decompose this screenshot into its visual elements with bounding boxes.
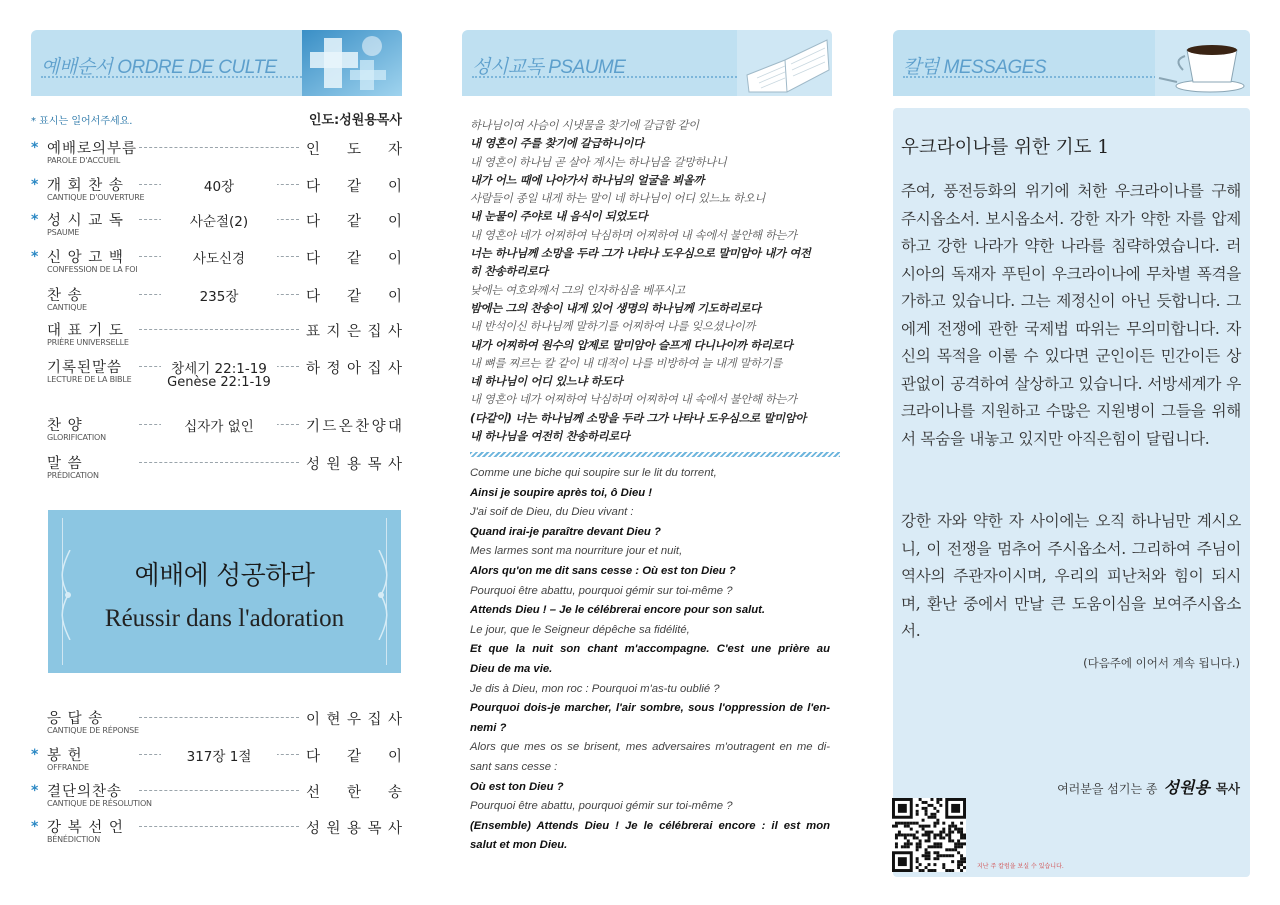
- person-char: 자: [387, 142, 402, 158]
- person-char: 이: [387, 214, 402, 230]
- psalm-korean-line: 내 뼈를 찌르는 칼 같이 내 대적이 나를 비방하여 늘 내게 말하기를: [470, 356, 783, 370]
- order-item-value: 사순절(2): [161, 210, 277, 230]
- order-item-value: 40장: [161, 175, 277, 195]
- psalm-korean-line: 내가 어느 때에 나아가서 하나님의 얼굴을 뵈올까: [470, 173, 705, 187]
- order-item-korean: 대 표 기 도: [47, 323, 124, 339]
- order-item-value: 창세기 22:1-19: [161, 357, 277, 377]
- person-char: 정: [326, 361, 341, 377]
- person-char: 다: [306, 214, 321, 230]
- coffee-cup-icon: [1155, 30, 1250, 96]
- order-item-korean: 성 시 교 독: [47, 213, 124, 229]
- person-char: 같: [346, 214, 361, 230]
- order-item-french: CANTIQUE DE RÉSOLUTION: [47, 799, 152, 808]
- psalm-header: [462, 30, 832, 96]
- person-char: 원: [326, 457, 341, 473]
- order-item: [31, 452, 402, 486]
- order-item-korean: 응 답 송: [47, 711, 104, 727]
- order-item: [31, 246, 402, 280]
- psalm-french-line: Ainsi je soupire après toi, ô Dieu !: [470, 486, 653, 499]
- sermon-banner: [48, 510, 401, 673]
- psalm-french-line: Dieu de ma vie.: [470, 662, 553, 675]
- person-char: 송: [387, 785, 402, 801]
- psalm-korean-line: 내 영혼이 주를 찾기에 갈급하니이다: [470, 137, 644, 151]
- signature-name: 성원용: [1163, 778, 1210, 797]
- psalm-french-line: J'ai soif de Dieu, du Dieu vivant :: [470, 506, 634, 519]
- person-char: 이: [387, 251, 402, 267]
- psalm-french-line: (Ensemble) Attends Dieu ! Je le célébrerai encore : il est mon: [470, 819, 830, 832]
- order-item: [31, 414, 402, 448]
- order-item: [31, 356, 402, 390]
- order-item-person: [306, 745, 402, 766]
- psalm-separator: [470, 452, 840, 457]
- person-char: 도: [346, 142, 361, 158]
- order-item-korean: 개 회 찬 송: [47, 178, 124, 194]
- order-item-korean: 찬 송: [47, 288, 83, 304]
- leader-dashes: [139, 462, 299, 463]
- psalm-french: [470, 464, 830, 856]
- person-char: 은: [346, 324, 361, 340]
- psalm-french-line: salut et mon Dieu.: [470, 839, 568, 852]
- signature-prefix: 여러분을 섬기는 종: [1057, 782, 1158, 796]
- person-char: 양: [371, 419, 386, 435]
- psalm-korean-line: 내 영혼이 하나님 곧 살아 계시는 하나님을 갈망하나니: [470, 155, 727, 169]
- service-leader: 인도:성원용목사: [308, 113, 402, 128]
- psalm-french-line: Je dis à Dieu, mon roc : Pourquoi m'as-tu oublié ?: [470, 682, 720, 695]
- person-char: 집: [367, 712, 382, 728]
- psalm-french-line: Alors que mes os se brisent, mes adversaires m'outragent en me di-: [470, 741, 830, 754]
- order-item: [31, 137, 402, 171]
- psalm-korean-line: 내 영혼아 네가 어찌하여 낙심하며 어찌하여 내 속에서 불안해 하는가: [470, 228, 797, 242]
- psalm-korean-line: 내 반석이신 하나님께 말하기를 어찌하여 나를 잊으셨나이까: [470, 320, 756, 334]
- stand-marker: *: [31, 747, 39, 763]
- order-item-person: [306, 415, 402, 436]
- person-char: 표: [306, 324, 321, 340]
- order-item-french: LECTURE DE LA BIBLE: [47, 375, 132, 384]
- psalm-french-line: Quand irai-je paraître devant Dieu ?: [470, 525, 661, 538]
- person-char: 다: [306, 289, 321, 305]
- order-item-person: [306, 247, 402, 268]
- order-item-korean: 기록된말씀: [47, 360, 123, 376]
- order-item-person: [306, 210, 402, 231]
- psalm-french-line: Comme une biche qui soupire sur le lit du torrent,: [470, 467, 717, 479]
- psalm-french-line: Pourquoi être abattu, pourquoi gémir sur toi-même ?: [470, 800, 733, 813]
- person-char: 우: [346, 712, 361, 728]
- stand-marker: *: [31, 212, 39, 228]
- psalm-korean-line: 너는 하나님께 소망을 두라 그가 나타나 도우심으로 말미암아 내가 여전: [470, 247, 811, 261]
- order-item: [31, 707, 402, 741]
- psalm-french-line: sant sans cesse :: [470, 760, 558, 773]
- psalm-korean-line: 사람들이 종일 내게 하는 말이 네 하나님이 어디 있느뇨 하오니: [470, 192, 765, 206]
- order-item: [31, 284, 402, 318]
- order-item-person: [306, 320, 402, 341]
- person-char: 이: [306, 712, 321, 728]
- signature: [1057, 775, 1240, 798]
- header-divider: [903, 76, 1163, 78]
- order-item-french: PSAUME: [47, 228, 80, 237]
- cross-window-icon: [302, 30, 402, 96]
- stand-marker: *: [31, 177, 39, 193]
- order-item-french: CONFESSION DE LA FOI: [47, 265, 138, 274]
- standing-note: * 표시는 일어서주세요.: [31, 116, 133, 127]
- order-item-korean: 강 복 선 언: [47, 820, 124, 836]
- qr-note: 지난 주 칼럼을 보실 수 있습니다.: [977, 863, 1064, 870]
- psalm-korean-line: 하나님이여 사슴이 시냇물을 찾기에 갈급함 같이: [470, 119, 699, 132]
- psalm-korean-line: (다같이) 너는 하나님께 소망을 두라 그가 나타나 도우심으로 말미암아: [470, 411, 806, 425]
- person-char: 사: [387, 361, 402, 377]
- order-item-person: [306, 817, 402, 838]
- psalm-korean-line: 히 찬송하리로다: [470, 265, 548, 279]
- person-char: 원: [326, 821, 341, 837]
- person-char: 아: [346, 361, 361, 377]
- order-item-value-french: Genèse 22:1-19: [167, 375, 271, 390]
- sermon-title: 예배에 성공하라: [134, 561, 315, 591]
- person-char: 다: [306, 749, 321, 765]
- order-item-french: CANTIQUE: [47, 303, 87, 312]
- order-item-french: OFFRANDE: [47, 763, 89, 772]
- person-char: 이: [387, 749, 402, 765]
- message-paragraph-2: 강한 자와 약한 자 사이에는 오직 하나님만 계시오니, 이 전쟁을 멈추어 주시옵소서. 그리하여 주님이 역사의 주관자이시며, 우리의 피난처와 힘이 되시며, 환난 중에서 만날 큰 도움이심을 보여주시옵소서.: [901, 512, 1241, 640]
- order-item-person: [306, 285, 402, 306]
- psalm-korean-line: 내 하나님을 여전히 찬송하리로다: [470, 430, 630, 444]
- person-char: 선: [306, 785, 321, 801]
- order-item-french: BÉNÉDICTION: [47, 835, 101, 844]
- psalm-french-line: Mes larmes sont ma nourriture jour et nuit,: [470, 545, 683, 558]
- order-item-french: PRÉDICATION: [47, 471, 99, 480]
- psalm-title: 성시교독 PSAUME: [472, 57, 626, 78]
- person-char: 다: [306, 179, 321, 195]
- order-item: [31, 816, 402, 850]
- stand-marker: *: [31, 783, 39, 799]
- order-item: [31, 780, 402, 814]
- psalm-korean-line: 내 영혼아 네가 어찌하여 낙심하며 어찌하여 내 속에서 불안해 하는가: [470, 393, 797, 407]
- order-item-person: [306, 781, 402, 802]
- order-item: [31, 209, 402, 243]
- person-char: 같: [346, 749, 361, 765]
- order-item-french: GLORIFICATION: [47, 433, 106, 442]
- psalm-korean: [470, 117, 835, 446]
- order-item-korean: 찬 양: [47, 418, 83, 434]
- header-divider: [472, 76, 752, 78]
- order-item-person: [306, 453, 402, 474]
- order-item-value: 317장 1절: [161, 745, 277, 765]
- person-char: 목: [367, 457, 382, 473]
- person-char: 온: [338, 419, 353, 435]
- order-item-korean: 말 씀: [47, 456, 83, 472]
- order-item-value: 235장: [161, 285, 277, 305]
- person-char: 다: [306, 251, 321, 267]
- order-item-person: [306, 175, 402, 196]
- continued-note: (다음주에 이어서 계속 됩니다.): [1083, 656, 1240, 670]
- messages-header: [893, 30, 1250, 96]
- person-char: 사: [387, 324, 402, 340]
- person-char: 현: [326, 712, 341, 728]
- stand-marker: *: [31, 140, 39, 156]
- leader-dashes: [139, 147, 299, 148]
- open-book-icon: [737, 30, 832, 96]
- header-divider: [41, 76, 321, 78]
- person-char: 집: [367, 361, 382, 377]
- psalm-korean-line: 내 눈물이 주야로 내 음식이 되었도다: [470, 210, 648, 224]
- person-char: 집: [367, 324, 382, 340]
- psalm-korean-line: 밤에는 그의 찬송이 내게 있어 생명의 하나님께 기도하리로다: [470, 301, 761, 315]
- order-item: [31, 744, 402, 778]
- person-char: 성: [306, 821, 321, 837]
- psalm-french-line: nemi ?: [470, 721, 507, 734]
- message-title: 우크라이나를 위한 기도 1: [901, 137, 1110, 158]
- worship-order-header: [31, 30, 402, 96]
- psalm-korean-line: 낮에는 여호와께서 그의 인자하심을 베푸시고: [470, 283, 685, 297]
- person-char: 성: [306, 457, 321, 473]
- psalm-french-line: Le jour, que le Seigneur dépêche sa fidélité,: [470, 623, 690, 636]
- person-char: 사: [387, 821, 402, 837]
- order-item-korean: 결단의찬송: [47, 784, 123, 800]
- psalm-french-line: Alors qu'on me dit sans cesse : Où est ton Dieu ?: [470, 564, 736, 577]
- person-char: 같: [346, 179, 361, 195]
- messages-title: 칼럼 MESSAGES: [903, 57, 1047, 78]
- stand-marker: *: [31, 819, 39, 835]
- person-char: 대: [387, 419, 402, 435]
- leader-dashes: [139, 717, 299, 718]
- psalm-korean-line: 네 하나님이 어디 있느냐 하도다: [470, 375, 623, 389]
- person-char: 한: [346, 785, 361, 801]
- order-item: [31, 319, 402, 353]
- person-char: 용: [346, 457, 361, 473]
- person-char: 찬: [355, 419, 370, 435]
- person-char: 용: [346, 821, 361, 837]
- message-paragraph-1: 주여, 풍전등화의 위기에 처한 우크라이나를 구해 주시옵소서. 보시옵소서. 강한 자가 약한 자를 압제하고 강한 나라가 약한 나라를 침략하였습니다. 러시아의 독재자 푸틴이 우크라이나에 무차별 폭격을 가하고 있습니다. 그는 제정신이 아닌 듯합니다. 그에게 전쟁에 관한 국제법 따위는 무의미합니다. 자신의 목적을 이룰 수 있다면 군인이든 민간이든 상관없이 공격하여 살상하고 있습니다. 서방세계가 우크라이나를 지원하고 수많은 지원병이 그들을 위해서 목숨을 내놓고 있지만 아직은힘이 달립니다.: [901, 182, 1241, 448]
- person-char: 드: [322, 419, 337, 435]
- order-item-person: [306, 357, 402, 378]
- order-item-value: 사도신경: [161, 247, 277, 267]
- order-item-french: CANTIQUE D'OUVERTURE: [47, 193, 145, 202]
- leader-dashes: [139, 329, 299, 330]
- stand-marker: *: [31, 249, 39, 265]
- person-char: 지: [326, 324, 341, 340]
- person-char: 이: [387, 289, 402, 305]
- order-item-person: [306, 708, 402, 729]
- person-char: 기: [306, 419, 321, 435]
- psalm-french-line: Attends Dieu ! – Je le célébrerai encore pour son salut.: [470, 604, 766, 617]
- person-char: 인: [306, 142, 321, 158]
- leader-dashes: [139, 826, 299, 827]
- order-item-french: PAROLE D'ACCUEIL: [47, 156, 121, 165]
- psalm-korean-line: 내가 어찌하여 원수의 압제로 말미암아 슬프게 다니나이까 하리로다: [470, 338, 793, 352]
- person-char: 사: [387, 712, 402, 728]
- psalm-french-line: Et que la nuit son chant m'accompagne. C'est une prière au: [470, 643, 830, 656]
- person-char: 사: [387, 457, 402, 473]
- order-item-person: [306, 138, 402, 159]
- qr-code-icon[interactable]: [892, 798, 966, 872]
- sermon-subtitle: Réussir dans l'adoration: [104, 605, 345, 632]
- person-char: 하: [306, 361, 321, 377]
- person-char: 같: [346, 289, 361, 305]
- order-item-korean: 신 앙 고 백: [47, 250, 124, 266]
- person-char: 목: [367, 821, 382, 837]
- person-char: 같: [346, 251, 361, 267]
- order-item-korean: 예배로의부름: [47, 141, 138, 157]
- psalm-french-line: Pourquoi être abattu, pourquoi gémir sur toi-même ?: [470, 584, 733, 597]
- person-char: 이: [387, 179, 402, 195]
- order-item-korean: 봉 헌: [47, 748, 83, 764]
- order-item: [31, 174, 402, 208]
- worship-order-title: 예배순서 ORDRE DE CULTE: [41, 57, 277, 78]
- order-item-french: CANTIQUE DE RÉPONSE: [47, 726, 139, 735]
- psalm-french-line: Où est ton Dieu ?: [470, 780, 564, 793]
- order-item-french: PRIÈRE UNIVERSELLE: [47, 338, 129, 347]
- psalm-french-line: Pourquoi dois-je marcher, l'air sombre, sous l'oppression de l'en-: [470, 702, 830, 715]
- leader-dashes: [139, 790, 299, 791]
- order-item-value: 십자가 없인: [161, 415, 277, 435]
- signature-title: 목사: [1215, 781, 1240, 796]
